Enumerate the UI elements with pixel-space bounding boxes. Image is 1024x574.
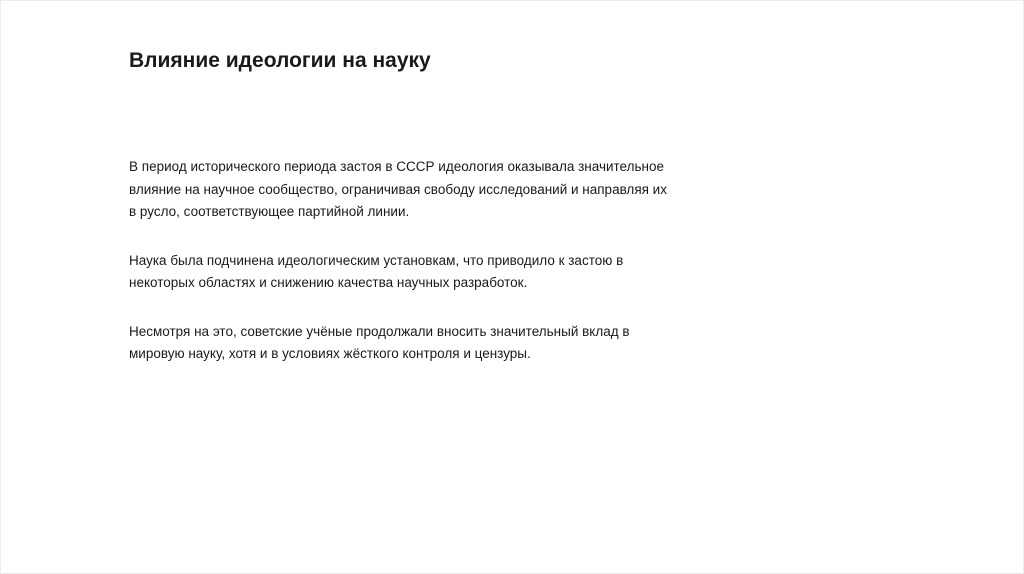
slide-body	[129, 156, 689, 392]
paragraph-2: Наука была подчинена идеологическим установкам, что приводило к застою в некоторых областях и снижению качества научных разработок.	[129, 252, 624, 290]
paragraph-1: В период исторического периода застоя в СССР идеология оказывала значительное влияние на научное сообщество, ограничивая свободу исследований и направляя их в русло, соответствующее партийной линии.	[129, 159, 667, 219]
paragraph-3: Несмотря на это, советские учёные продолжали вносить значительный вклад в мировую науку, хотя и в условиях жёсткого контроля и цензуры.	[129, 323, 630, 361]
slide-title: Влияние идеологии на науку	[129, 49, 431, 72]
